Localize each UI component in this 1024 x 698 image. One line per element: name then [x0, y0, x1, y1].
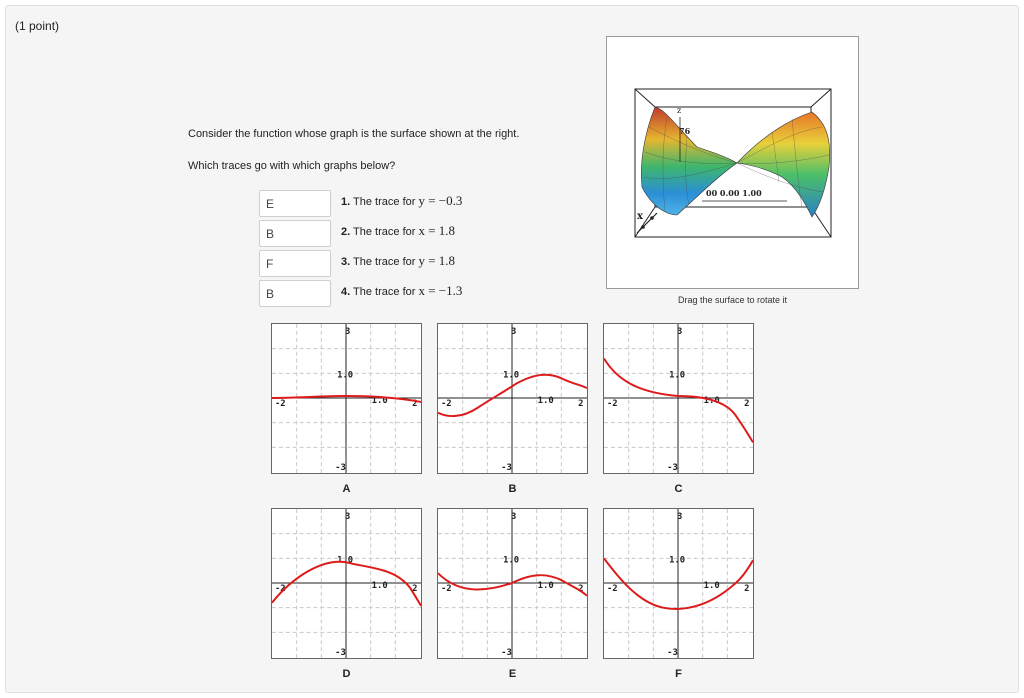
trace-text: The trace for	[353, 226, 416, 238]
y-max-label: 3	[677, 326, 683, 337]
y-mid-label: 1.0	[669, 370, 686, 381]
graph-letter-d: D	[342, 668, 351, 680]
graph-letter-c: C	[674, 483, 683, 495]
x-mid-label: 1.0	[371, 580, 388, 591]
trace-item-4	[341, 283, 462, 299]
y-mid-label: 1.0	[503, 555, 520, 566]
problem-panel	[5, 5, 1019, 693]
y-mid-label: 1.0	[337, 370, 354, 381]
z-tick-label: 76	[679, 126, 691, 136]
trace-number: 1.	[341, 196, 351, 208]
trace-equation: x = −1.3	[418, 283, 463, 298]
trace-number: 2.	[341, 226, 351, 238]
trace-equation: y = −0.3	[418, 193, 463, 208]
x-max-label: 2	[578, 583, 584, 594]
problem-intro: Consider the function whose graph is the surface shown at the right.	[188, 128, 520, 140]
trace-item-2	[341, 223, 455, 239]
saddle-surface[interactable]	[641, 107, 829, 217]
answer-input-1[interactable]: E	[259, 190, 331, 217]
answer-input-4[interactable]: B	[259, 280, 331, 307]
trace-text: The trace for	[353, 286, 416, 298]
graph-letter-b: B	[508, 483, 517, 495]
problem-question: Which traces go with which graphs below?	[188, 160, 396, 172]
axis-point	[641, 225, 645, 229]
surface-plot[interactable]	[607, 37, 860, 290]
z-axis-label: z	[677, 106, 682, 115]
x-max-label: 2	[744, 398, 750, 409]
trace-graph-a	[271, 323, 422, 474]
trace-text: The trace for	[353, 256, 416, 268]
x-min-label: -2	[606, 583, 618, 594]
graph-svg	[604, 324, 753, 473]
x-min-label: -2	[440, 398, 452, 409]
trace-graph-d	[271, 508, 422, 659]
y-max-label: 3	[511, 326, 517, 337]
x-max-label: 2	[744, 583, 750, 594]
trace-equation: x = 1.8	[418, 223, 456, 238]
x-mid-label: 1.0	[537, 580, 554, 591]
trace-graph-b	[437, 323, 588, 474]
graph-svg	[272, 324, 421, 473]
graph-letter-e: E	[508, 668, 517, 680]
x-mid-label: 1.0	[703, 580, 720, 591]
trace-graph-f	[603, 508, 754, 659]
y-mid-label: 1.0	[337, 555, 354, 566]
y-min-label: -3	[667, 463, 678, 473]
graph-svg	[272, 509, 421, 658]
answer-input-2[interactable]: B	[259, 220, 331, 247]
y-max-label: 3	[511, 511, 517, 522]
surface-viewer[interactable]	[606, 36, 859, 289]
y-max-label: 3	[677, 511, 683, 522]
x-min-label: -2	[606, 398, 618, 409]
y-min-label: -3	[335, 463, 346, 473]
y-min-label: -3	[667, 648, 678, 658]
y-max-label: 3	[345, 326, 351, 337]
x-min-label: -2	[440, 583, 452, 594]
points-label: (1 point)	[15, 19, 60, 33]
graph-svg	[438, 324, 587, 473]
trace-number: 4.	[341, 286, 351, 298]
y-mid-label: 1.0	[669, 555, 686, 566]
graph-letter-f: F	[675, 668, 682, 680]
axis-point	[650, 216, 654, 220]
x-max-label: 2	[578, 398, 584, 409]
x-mid-label: 1.0	[703, 395, 720, 406]
x-max-label: 2	[412, 583, 418, 594]
x-min-label: -2	[274, 583, 286, 594]
x-mid-label: 1.0	[371, 395, 388, 406]
trace-text: The trace for	[353, 196, 416, 208]
y-mid-label: 1.0	[503, 370, 520, 381]
x-max-label: 2	[412, 398, 418, 409]
x-min-label: -2	[274, 398, 286, 409]
y-min-label: -3	[335, 648, 346, 658]
y-min-label: -3	[501, 463, 512, 473]
y-max-label: 3	[345, 511, 351, 522]
trace-number: 3.	[341, 256, 351, 268]
trace-graph-e	[437, 508, 588, 659]
graph-letter-a: A	[342, 483, 351, 495]
answer-input-3[interactable]: F	[259, 250, 331, 277]
trace-item-1	[341, 193, 462, 209]
drag-caption: Drag the surface to rotate it	[677, 295, 788, 305]
graph-svg	[604, 509, 753, 658]
trace-item-3	[341, 253, 455, 269]
trace-graph-c	[603, 323, 754, 474]
x-mid-label: 1.0	[537, 395, 554, 406]
x-tick-labels: 00 0.00 1.00	[706, 188, 762, 198]
graph-svg	[438, 509, 587, 658]
y-min-label: -3	[501, 648, 512, 658]
x-axis-label: x	[637, 211, 643, 222]
trace-equation: y = 1.8	[418, 253, 456, 268]
